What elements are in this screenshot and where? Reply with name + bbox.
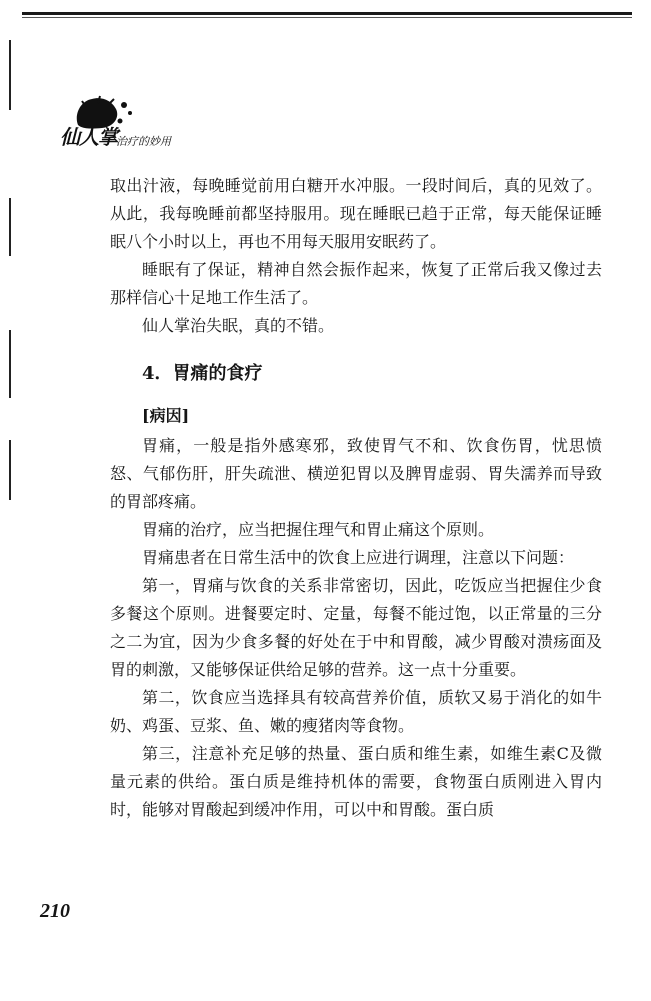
paragraph: 胃痛，一般是指外感寒邪，致使胃气不和、饮食伤胃，忧思愤怒、气郁伤肝，肝失疏泄、横逆犯胃以及脾胃虚弱、胃失濡养而导致的胃部疼痛。 bbox=[110, 436, 602, 511]
top-rule bbox=[22, 12, 632, 15]
binding-mark bbox=[9, 198, 11, 256]
paragraph: 取出汁液，每晚睡觉前用白糖开水冲服。一段时间后，真的见效了。从此，我每晚睡前都坚持服用。现在睡眠已趋于正常，每天能保证睡眠八个小时以上，再也不用每天服用安眠药了。 bbox=[110, 176, 602, 251]
binding-mark bbox=[9, 440, 11, 500]
top-rule-thin bbox=[22, 17, 632, 18]
page-number: 210 bbox=[40, 900, 70, 922]
binding-mark bbox=[9, 330, 11, 398]
section-title: 4．胃痛的食疗 bbox=[142, 363, 263, 384]
paragraph: 睡眠有了保证，精神自然会振作起来，恢复了正常后我又像过去那样信心十足地工作生活了。 bbox=[110, 260, 602, 307]
paragraph: 第二，饮食应当选择具有较高营养价值，质软又易于消化的如牛奶、鸡蛋、豆浆、鱼、嫩的瘦猪肉等食物。 bbox=[110, 688, 602, 735]
paragraph: 胃痛的治疗，应当把握住理气和胃止痛这个原则。 bbox=[142, 520, 495, 539]
paragraph: 第一，胃痛与饮食的关系非常密切，因此，吃饭应当把握住少食多餐这个原则。进餐要定时、定量，每餐不能过饱，以正常量的三分之二为宜，因为少食多餐的好处在于中和胃酸，减少胃酸对溃疡面及胃的刺激，又能够保证供给足够的营养。这一点十分重要。 bbox=[110, 576, 602, 679]
paragraph: 胃痛患者在日常生活中的饮食上应进行调理，注意以下问题： bbox=[142, 548, 575, 567]
book-title-logo: 仙人掌 bbox=[60, 125, 117, 149]
book-header-logo bbox=[52, 95, 222, 160]
paragraph: 仙人掌治失眠，真的不错。 bbox=[142, 316, 335, 335]
book-subtitle: 治疗的妙用 bbox=[116, 135, 171, 148]
section-tag: [病因] bbox=[142, 406, 190, 425]
binding-mark bbox=[9, 40, 11, 110]
page-body bbox=[110, 172, 602, 824]
paragraph: 第三，注意补充足够的热量、蛋白质和维生素，如维生素C及微量元素的供给。蛋白质是维持机体的需要，食物蛋白质刚进入胃内时，能够对胃酸起到缓冲作用，可以中和胃酸。蛋白质 bbox=[110, 744, 602, 819]
